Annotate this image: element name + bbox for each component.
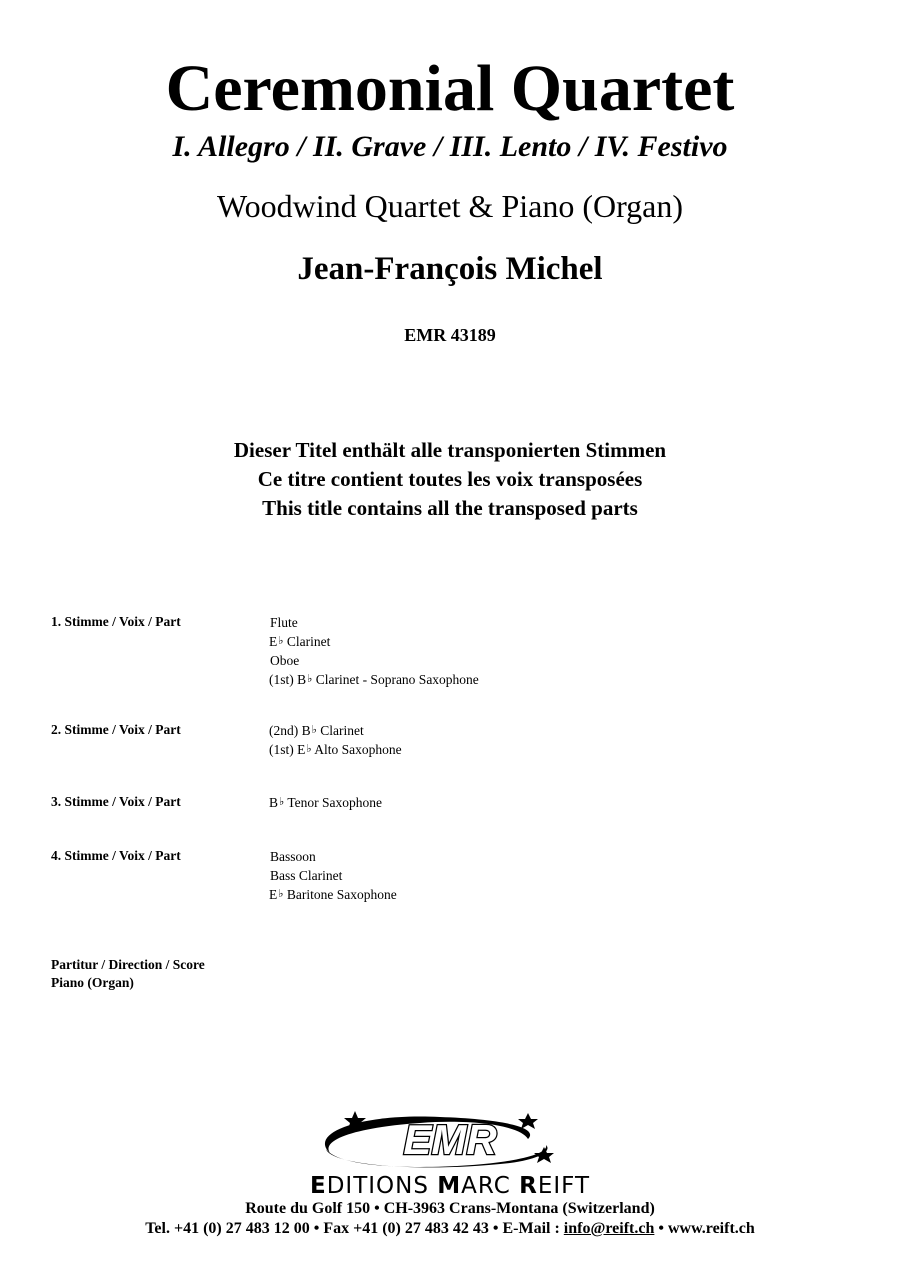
publisher-name: EDITIONS MARC REIFT xyxy=(309,1173,591,1199)
transposed-note-fr: Ce titre contient toutes les voix transposées xyxy=(257,467,643,491)
part-2-label: 2. Stimme / Voix / Part xyxy=(51,722,181,737)
part-1-label: 1. Stimme / Voix / Part xyxy=(51,614,181,629)
catalog-code: EMR 43189 xyxy=(404,325,496,345)
title: Ceremonial Quartet xyxy=(165,52,735,125)
transposed-note-en: This title contains all the transposed parts xyxy=(262,496,638,520)
instrument-line: Bass Clarinet xyxy=(270,868,343,883)
website-text: • www.reift.ch xyxy=(654,1220,755,1237)
publisher-contact xyxy=(0,1219,900,1239)
part-1-instruments xyxy=(269,613,479,689)
logo-text: EMR xyxy=(403,1116,497,1163)
instrument-line: Flute xyxy=(270,615,298,630)
instrument-line: E♭ Clarinet xyxy=(269,634,331,649)
score-piano-line: Piano (Organ) xyxy=(51,975,134,990)
part-4-label: 4. Stimme / Voix / Part xyxy=(51,848,181,863)
composer: Jean-François Michel xyxy=(297,251,603,287)
part-2-instruments xyxy=(269,721,402,759)
part-3-label: 3. Stimme / Voix / Part xyxy=(51,794,181,809)
score-label xyxy=(51,956,205,992)
instrumentation: Woodwind Quartet & Piano (Organ) xyxy=(216,188,684,224)
instrument-line: E♭ Baritone Saxophone xyxy=(269,887,397,902)
instrument-line: B♭ Tenor Saxophone xyxy=(269,795,383,810)
instrument-line: (1st) E♭ Alto Saxophone xyxy=(269,742,402,757)
transposed-note-de: Dieser Titel enthält alle transponierten Stimmen xyxy=(233,438,667,462)
subtitle: I. Allegro / II. Grave / III. Lento / IV. Festivo xyxy=(172,130,728,163)
part-4-instruments xyxy=(269,847,397,904)
instrument-line: Oboe xyxy=(270,653,300,668)
part-3-instruments xyxy=(269,793,382,812)
contact-phone-fax: Tel. +41 (0) 27 483 12 00 • Fax +41 (0) 27 483 42 43 • E-Mail : xyxy=(145,1220,564,1237)
emr-logo xyxy=(300,1105,600,1177)
instrument-line: (2nd) B♭ Clarinet xyxy=(269,723,364,738)
instrument-line: (1st) B♭ Clarinet - Soprano Saxophone xyxy=(269,672,479,687)
score-line: Partitur / Direction / Score xyxy=(51,957,205,972)
instrument-line: Bassoon xyxy=(270,849,316,864)
email-link[interactable]: info@reift.ch xyxy=(563,1220,655,1237)
publisher-address: Route du Golf 150 • CH-3963 Crans-Montana (Switzerland) xyxy=(245,1200,655,1217)
